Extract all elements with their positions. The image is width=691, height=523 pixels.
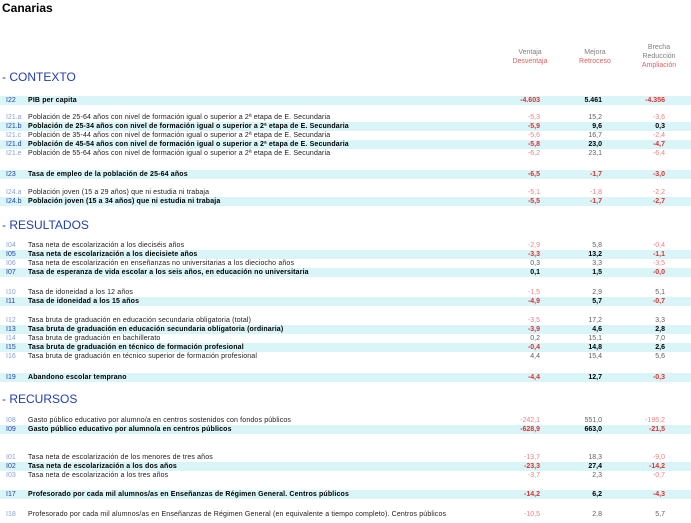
section-contexto: - CONTEXTO [2, 70, 76, 84]
value-v2: 15,2 [588, 114, 602, 121]
value-v2: 27,4 [588, 463, 602, 470]
indicator-label: Gasto público educativo por alumno/a en centros sostenidos con fondos públicos [28, 417, 292, 424]
value-v3: -3,5 [652, 260, 665, 267]
indicator-label: Población de 25-64 años con nivel de formación igual o superior a 2ª etapa de E. Secundaria [28, 114, 331, 121]
value-v1: -3,3 [527, 251, 540, 258]
value-v2: 15,1 [588, 335, 602, 342]
indicator-code: I08 [6, 417, 16, 424]
indicator-label: Población de 35-44 años con nivel de formación igual o superior a 2ª etapa de E. Secundaria [28, 132, 331, 139]
column-header-brecha [634, 43, 684, 70]
column-header-ventaja-bottom: Desventaja [512, 58, 548, 65]
value-v1: -23,3 [524, 463, 540, 470]
table-row [0, 373, 691, 382]
indicator-code: I21.d [6, 141, 22, 148]
table-row [0, 425, 691, 434]
value-v3: 2,8 [655, 326, 665, 333]
indicator-code: I03 [6, 472, 16, 479]
value-v3: -14,2 [649, 463, 665, 470]
value-v3: 5,6 [655, 353, 665, 360]
column-header-brecha-bottom: Ampliación [641, 62, 677, 69]
indicator-code: I21.b [6, 123, 22, 130]
value-v1: -0,4 [527, 344, 540, 351]
value-v1: -5,1 [527, 189, 540, 196]
value-v1: -10,5 [524, 511, 540, 518]
indicator-code: I09 [6, 426, 16, 433]
value-v3: -2,2 [652, 189, 665, 196]
indicator-label: Tasa neta de escolarización a los dieciséis años [28, 242, 185, 249]
indicator-label: Abandono escolar temprano [28, 374, 127, 381]
value-v3: -9,0 [652, 454, 665, 461]
column-header-brecha-mid: Reducción [642, 53, 676, 60]
value-v2: -1,7 [589, 171, 602, 178]
indicator-code: I07 [6, 269, 16, 276]
table-row [0, 352, 691, 361]
table-row [0, 188, 691, 197]
value-v1: -6,5 [527, 171, 540, 178]
value-v2: 23,0 [588, 141, 602, 148]
page-title: Canarias [2, 1, 53, 15]
value-v3: -0,4 [652, 242, 665, 249]
indicator-code: I13 [6, 326, 16, 333]
table-row [0, 416, 691, 425]
value-v2: 2,8 [592, 511, 602, 518]
value-v1: -4,4 [527, 374, 540, 381]
value-v3: -4.356 [645, 97, 665, 104]
indicator-code: I15 [6, 344, 16, 351]
value-v1: -5,5 [527, 198, 540, 205]
section-resultados: - RESULTADOS [2, 218, 89, 232]
value-v2: 12,7 [588, 374, 602, 381]
table-row [0, 316, 691, 325]
value-v3: -21,5 [649, 426, 665, 433]
value-v2: 5,8 [592, 242, 602, 249]
indicator-label: Tasa de esperanza de vida escolar a los seis años, en educación no universitaria [28, 269, 309, 276]
indicator-code: I24.b [6, 198, 22, 205]
value-v1: -5,3 [527, 114, 540, 121]
indicator-code: I24.a [6, 189, 22, 196]
table-row [0, 343, 691, 352]
indicator-code: I19 [6, 374, 16, 381]
value-v1: -3,5 [527, 317, 540, 324]
table-row [0, 113, 691, 122]
indicator-label: Profesorado por cada mil alumnos/as en Enseñanzas de Régimen General. Centros públicos [28, 491, 349, 498]
value-v3: -0,7 [652, 472, 665, 479]
indicator-label: Profesorado por cada mil alumnos/as en Enseñanzas de Régimen General (en equivalente a tiempo completo). Centros públicos [28, 511, 447, 518]
indicator-label: Población joven (15 a 29 años) que ni estudia ni trabaja [28, 189, 210, 196]
indicator-code: I05 [6, 251, 16, 258]
value-v2: 2,9 [592, 289, 602, 296]
value-v3: -0,3 [652, 374, 665, 381]
value-v1: 0,3 [530, 260, 540, 267]
value-v1: -628,9 [520, 426, 540, 433]
value-v2: 5,7 [592, 298, 602, 305]
value-v1: -242,1 [520, 417, 540, 424]
indicator-code: I11 [6, 298, 16, 305]
table-row [0, 122, 691, 131]
column-header-mejora-bottom: Retroceso [579, 58, 611, 65]
value-v2: 13,2 [588, 251, 602, 258]
section-recursos: - RECURSOS [2, 392, 78, 406]
indicator-code: I12 [6, 317, 16, 324]
value-v3: -2,7 [652, 198, 665, 205]
value-v1: -5,6 [527, 132, 540, 139]
table-row [0, 297, 691, 306]
table-row [0, 510, 691, 519]
value-v1: -4.603 [520, 97, 540, 104]
indicator-label: Tasa bruta de graduación en bachillerato [28, 335, 161, 342]
indicator-code: I04 [6, 242, 16, 249]
value-v3: -195,2 [645, 417, 665, 424]
value-v1: 0,2 [530, 335, 540, 342]
indicator-code: I01 [6, 454, 16, 461]
value-v1: 0,1 [530, 269, 540, 276]
table-row [0, 96, 691, 105]
value-v1: -3,9 [527, 326, 540, 333]
column-header-mejora-top: Mejora [584, 49, 606, 56]
table-row [0, 140, 691, 149]
column-header-mejora [570, 48, 620, 66]
value-v3: -2,4 [652, 132, 665, 139]
value-v2: 1,5 [592, 269, 602, 276]
value-v2: 9,6 [592, 123, 602, 130]
value-v3: 3,3 [655, 317, 665, 324]
value-v2: -1,7 [589, 198, 602, 205]
indicator-label: Tasa de empleo de la población de 25-64 años [28, 171, 188, 178]
value-v1: -1,5 [527, 289, 540, 296]
value-v1: -13,7 [524, 454, 540, 461]
indicator-code: I10 [6, 289, 16, 296]
indicator-label: PIB per capita [28, 97, 77, 104]
table-row [0, 334, 691, 343]
indicator-label: Gasto público educativo por alumno/a en centros públicos [28, 426, 232, 433]
table-row [0, 131, 691, 140]
indicator-code: I21.a [6, 114, 22, 121]
indicator-code: I02 [6, 463, 16, 470]
value-v3: -4,7 [652, 141, 665, 148]
indicator-label: Tasa bruta de graduación en educación secundaria obligatoria (ordinaria) [28, 326, 284, 333]
indicator-label: Población joven (15 a 34 años) que ni estudia ni trabaja [28, 198, 221, 205]
value-v3: 7,0 [655, 335, 665, 342]
value-v1: -5,9 [527, 123, 540, 130]
value-v2: 4,6 [592, 326, 602, 333]
table-row [0, 471, 691, 480]
table-row [0, 268, 691, 277]
value-v1: -5,8 [527, 141, 540, 148]
indicator-label: Tasa neta de escolarización de los menores de tres años [28, 454, 213, 461]
value-v2: 5.461 [584, 97, 602, 104]
value-v2: 663,0 [584, 426, 602, 433]
value-v3: -4,3 [652, 491, 665, 498]
column-header-brecha-top: Brecha [647, 44, 671, 51]
value-v2: -1,8 [589, 189, 602, 196]
value-v2: 551,0 [584, 417, 602, 424]
column-header-ventaja [505, 48, 555, 66]
indicator-label: Población de 55-64 años con nivel de formación igual o superior a 2ª etapa de E. Secundaria [28, 150, 331, 157]
indicator-label: Tasa de idoneidad a los 12 años [28, 289, 134, 296]
value-v3: 5,7 [655, 511, 665, 518]
indicator-label: Población de 45-54 años con nivel de formación igual o superior a 2ª etapa de E. Secundaria [28, 141, 349, 148]
value-v2: 6,2 [592, 491, 602, 498]
value-v2: 18,3 [588, 454, 602, 461]
value-v1: -3,7 [527, 472, 540, 479]
table-row [0, 462, 691, 471]
value-v2: 23,1 [588, 150, 602, 157]
table-row [0, 250, 691, 259]
value-v3: 2,6 [655, 344, 665, 351]
value-v3: -0,0 [652, 269, 665, 276]
indicator-code: I21.e [6, 150, 22, 157]
indicator-code: I21.c [6, 132, 22, 139]
indicator-label: Tasa neta de escolarización a los tres años [28, 472, 169, 479]
indicator-code: I22 [6, 97, 16, 104]
value-v2: 15,4 [588, 353, 602, 360]
value-v2: 16,7 [588, 132, 602, 139]
indicator-label: Tasa bruta de graduación en educación secundaria obligatoria (total) [28, 317, 252, 324]
value-v2: 2,3 [592, 472, 602, 479]
indicator-label: Tasa neta de escolarización en enseñanzas no universitarias a los dieciocho años [28, 260, 295, 267]
indicator-code: I17 [6, 491, 16, 498]
value-v3: -6,4 [652, 150, 665, 157]
table-row [0, 197, 691, 206]
table-row [0, 490, 691, 499]
value-v3: 5,1 [655, 289, 665, 296]
table-row [0, 325, 691, 334]
table-row [0, 170, 691, 179]
value-v3: 0,3 [655, 123, 665, 130]
value-v1: -14,2 [524, 491, 540, 498]
value-v3: -3,6 [652, 114, 665, 121]
value-v1: 4,4 [530, 353, 540, 360]
indicator-label: Tasa neta de escolarización a los dos años [28, 463, 177, 470]
column-header-ventaja-top: Ventaja [518, 49, 542, 56]
indicator-code: I16 [6, 353, 16, 360]
value-v1: -4,9 [527, 298, 540, 305]
value-v2: 3,3 [592, 260, 602, 267]
indicator-label: Tasa bruta de graduación en técnico de formación profesional [28, 344, 244, 351]
indicator-code: I23 [6, 171, 16, 178]
indicator-label: Tasa neta de escolarización a los diecisiete años [28, 251, 198, 258]
value-v2: 17,2 [588, 317, 602, 324]
table-row [0, 259, 691, 268]
value-v1: -2,9 [527, 242, 540, 249]
table-row [0, 453, 691, 462]
indicator-label: Tasa bruta de graduación en técnico superior de formación profesional [28, 353, 258, 360]
indicator-code: I18 [6, 511, 16, 518]
value-v1: -6,2 [527, 150, 540, 157]
table-row [0, 241, 691, 250]
value-v2: 14,8 [588, 344, 602, 351]
indicator-label: Población de 25-34 años con nivel de formación igual o superior a 2ª etapa de E. Secundaria [28, 123, 349, 130]
indicator-label: Tasa de idoneidad a los 15 años [28, 298, 140, 305]
indicator-code: I14 [6, 335, 16, 342]
value-v3: -3,0 [652, 171, 665, 178]
value-v3: -0,7 [652, 298, 665, 305]
table-row [0, 288, 691, 297]
indicator-code: I06 [6, 260, 16, 267]
table-row [0, 149, 691, 158]
value-v3: -1,1 [652, 251, 665, 258]
